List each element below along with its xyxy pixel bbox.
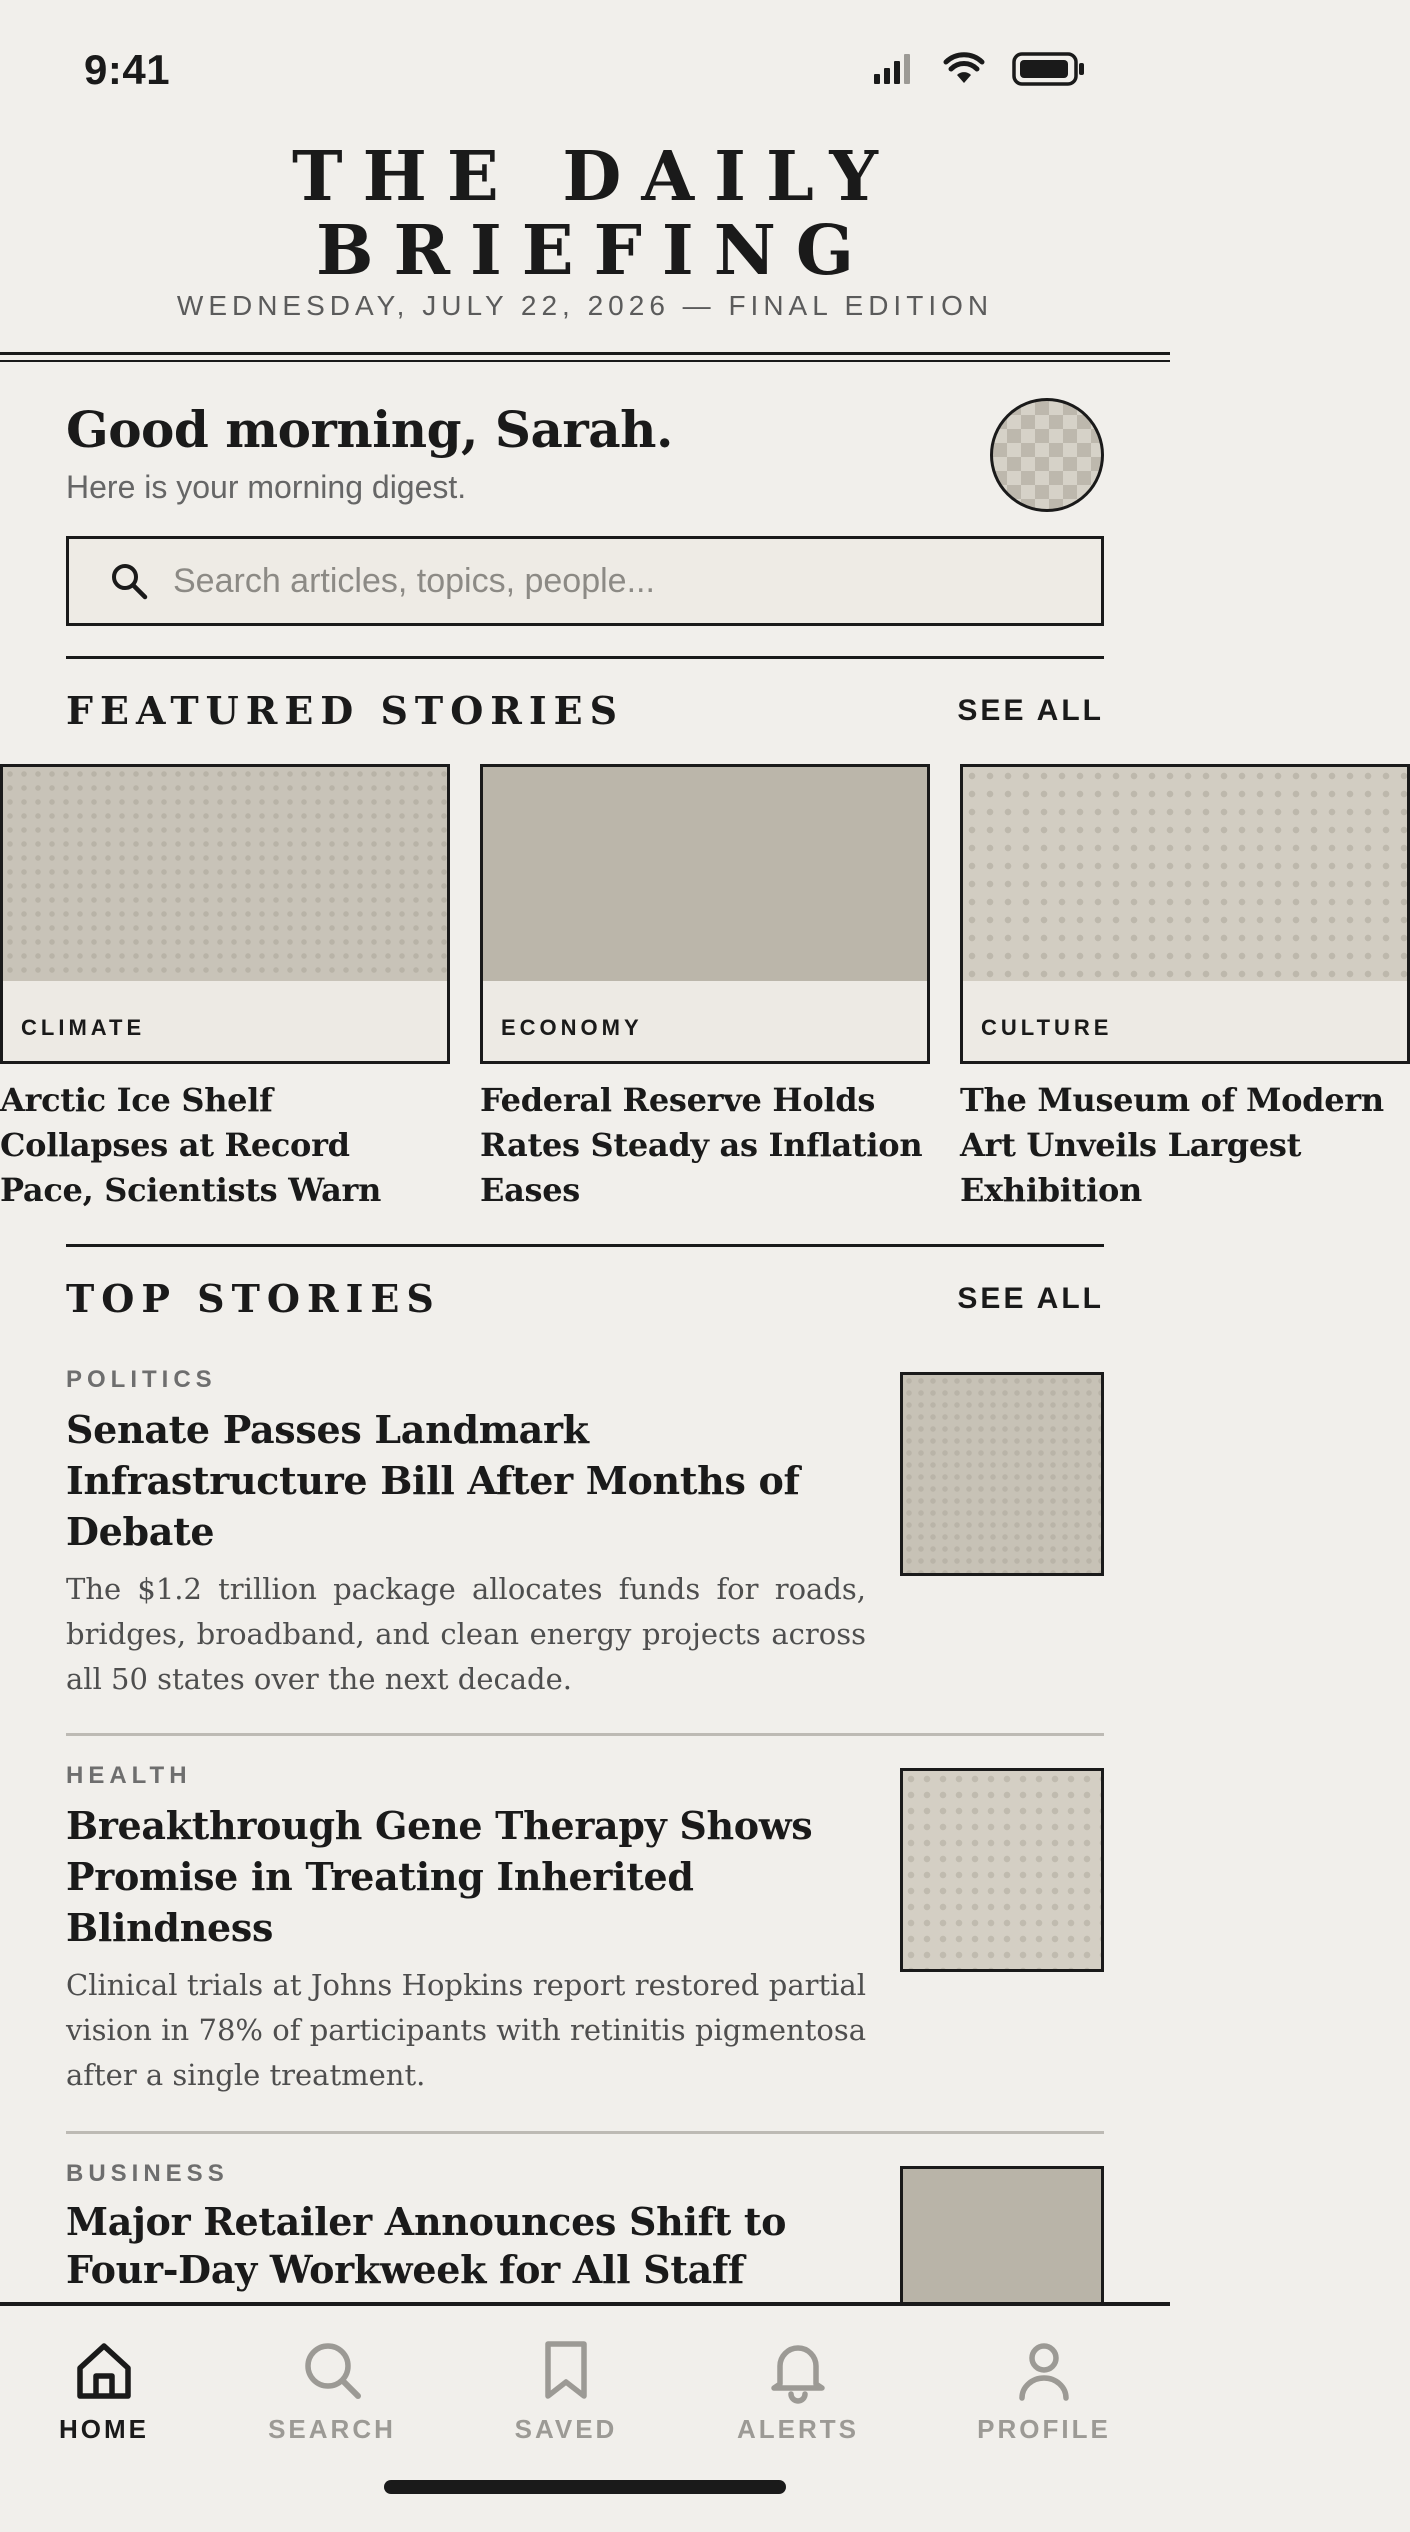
search-icon [300, 2338, 364, 2402]
bell-icon [766, 2338, 830, 2402]
story-summary: Clinical trials at Johns Hopkins report restored partial vision in 78% of participants with retinitis pigmentosa after a single treatment. [66, 1968, 866, 2092]
featured-header [66, 688, 1104, 733]
home-icon [72, 2338, 136, 2402]
tab-alerts[interactable] [698, 2338, 898, 2445]
featured-card-category: ECONOMY [501, 1015, 643, 1040]
tab-label: ALERTS [737, 2414, 859, 2444]
featured-see-all-button[interactable]: SEE ALL [957, 693, 1104, 727]
search-input[interactable] [173, 562, 1073, 601]
tab-bar [0, 2302, 1170, 2532]
masthead [0, 137, 1170, 322]
top-stories-header [66, 1276, 1104, 1321]
story-headline[interactable]: Senate Passes Landmark Infrastructure Bill After Months of Debate [66, 1407, 800, 1554]
search-bar[interactable] [66, 536, 1104, 626]
featured-card-frame [480, 764, 930, 1064]
tab-profile[interactable] [944, 2338, 1144, 2445]
story-category: BUSINESS [66, 2160, 229, 2187]
tab-label: HOME [59, 2414, 149, 2444]
greeting-subtitle: Here is your morning digest. [66, 469, 467, 505]
story-category: POLITICS [66, 1366, 217, 1393]
featured-title: FEATURED STORIES [66, 688, 625, 733]
featured-card[interactable] [0, 764, 450, 1213]
featured-card-category: CULTURE [981, 1015, 1113, 1040]
wifi-icon [944, 53, 984, 85]
story-item[interactable] [66, 1762, 1104, 2098]
battery-icon [1012, 52, 1086, 86]
status-icons [872, 52, 1086, 86]
tab-home[interactable] [4, 2338, 204, 2445]
story-item[interactable] [66, 2160, 1104, 2294]
featured-carousel[interactable] [0, 764, 1384, 1214]
story-text [66, 1366, 866, 1702]
story-item[interactable] [66, 1366, 1104, 1702]
search-icon [109, 561, 149, 601]
story-thumbnail[interactable] [900, 1768, 1104, 1972]
story-divider [66, 1733, 1104, 1736]
person-icon [1012, 2338, 1076, 2402]
featured-card-headline[interactable]: The Museum of Modern Art Unveils Largest Exhibition [960, 1081, 1384, 1209]
section-divider [66, 1244, 1104, 1247]
tab-label: SAVED [514, 2414, 618, 2444]
status-bar [0, 0, 1170, 140]
featured-card-category: CLIMATE [21, 1015, 146, 1040]
home-indicator[interactable] [384, 2480, 786, 2494]
story-text [66, 1762, 866, 2098]
greeting-title: Good morning, Sarah. [66, 400, 673, 459]
tab-label: SEARCH [268, 2414, 396, 2444]
edition-date: WEDNESDAY, JULY 22, 2026 — FINAL EDITION [176, 290, 994, 321]
featured-card-image [963, 767, 1407, 981]
tab-search[interactable] [232, 2338, 432, 2445]
top-stories-see-all-button[interactable]: SEE ALL [957, 1281, 1104, 1315]
featured-card-image [3, 767, 447, 981]
story-divider [66, 2131, 1104, 2134]
story-headline[interactable]: Major Retailer Announces Shift to Four-Day Workweek for All Staff [66, 2199, 787, 2292]
story-category: HEALTH [66, 1762, 192, 1789]
featured-card-headline[interactable]: Federal Reserve Holds Rates Steady as Inflation Eases [480, 1081, 923, 1209]
tab-label: PROFILE [977, 2414, 1111, 2444]
greeting [66, 400, 1104, 506]
status-time: 9:41 [84, 46, 171, 93]
featured-card-frame [0, 764, 450, 1064]
featured-card-image [483, 767, 927, 981]
story-headline[interactable]: Breakthrough Gene Therapy Shows Promise in Treating Inherited Blindness [66, 1803, 813, 1950]
story-text [66, 2160, 866, 2294]
section-divider [66, 656, 1104, 659]
tab-saved[interactable] [466, 2338, 666, 2445]
featured-card[interactable] [480, 764, 930, 1213]
story-summary: The $1.2 trillion package allocates funds for roads, bridges, broadband, and clean energy projects across all 50 states over the next decade. [66, 1572, 866, 1696]
cellular-signal-icon [872, 52, 916, 86]
featured-card-headline[interactable]: Arctic Ice Shelf Collapses at Record Pace, Scientists Warn [0, 1081, 382, 1209]
featured-card[interactable] [960, 764, 1410, 1213]
masthead-title: THE DAILY BRIEFING [292, 137, 898, 291]
story-thumbnail[interactable] [900, 1372, 1104, 1576]
top-stories-title: TOP STORIES [66, 1276, 441, 1321]
bookmark-icon [534, 2338, 598, 2402]
avatar[interactable] [990, 398, 1104, 512]
masthead-rule [0, 352, 1170, 362]
featured-card-frame [960, 764, 1410, 1064]
